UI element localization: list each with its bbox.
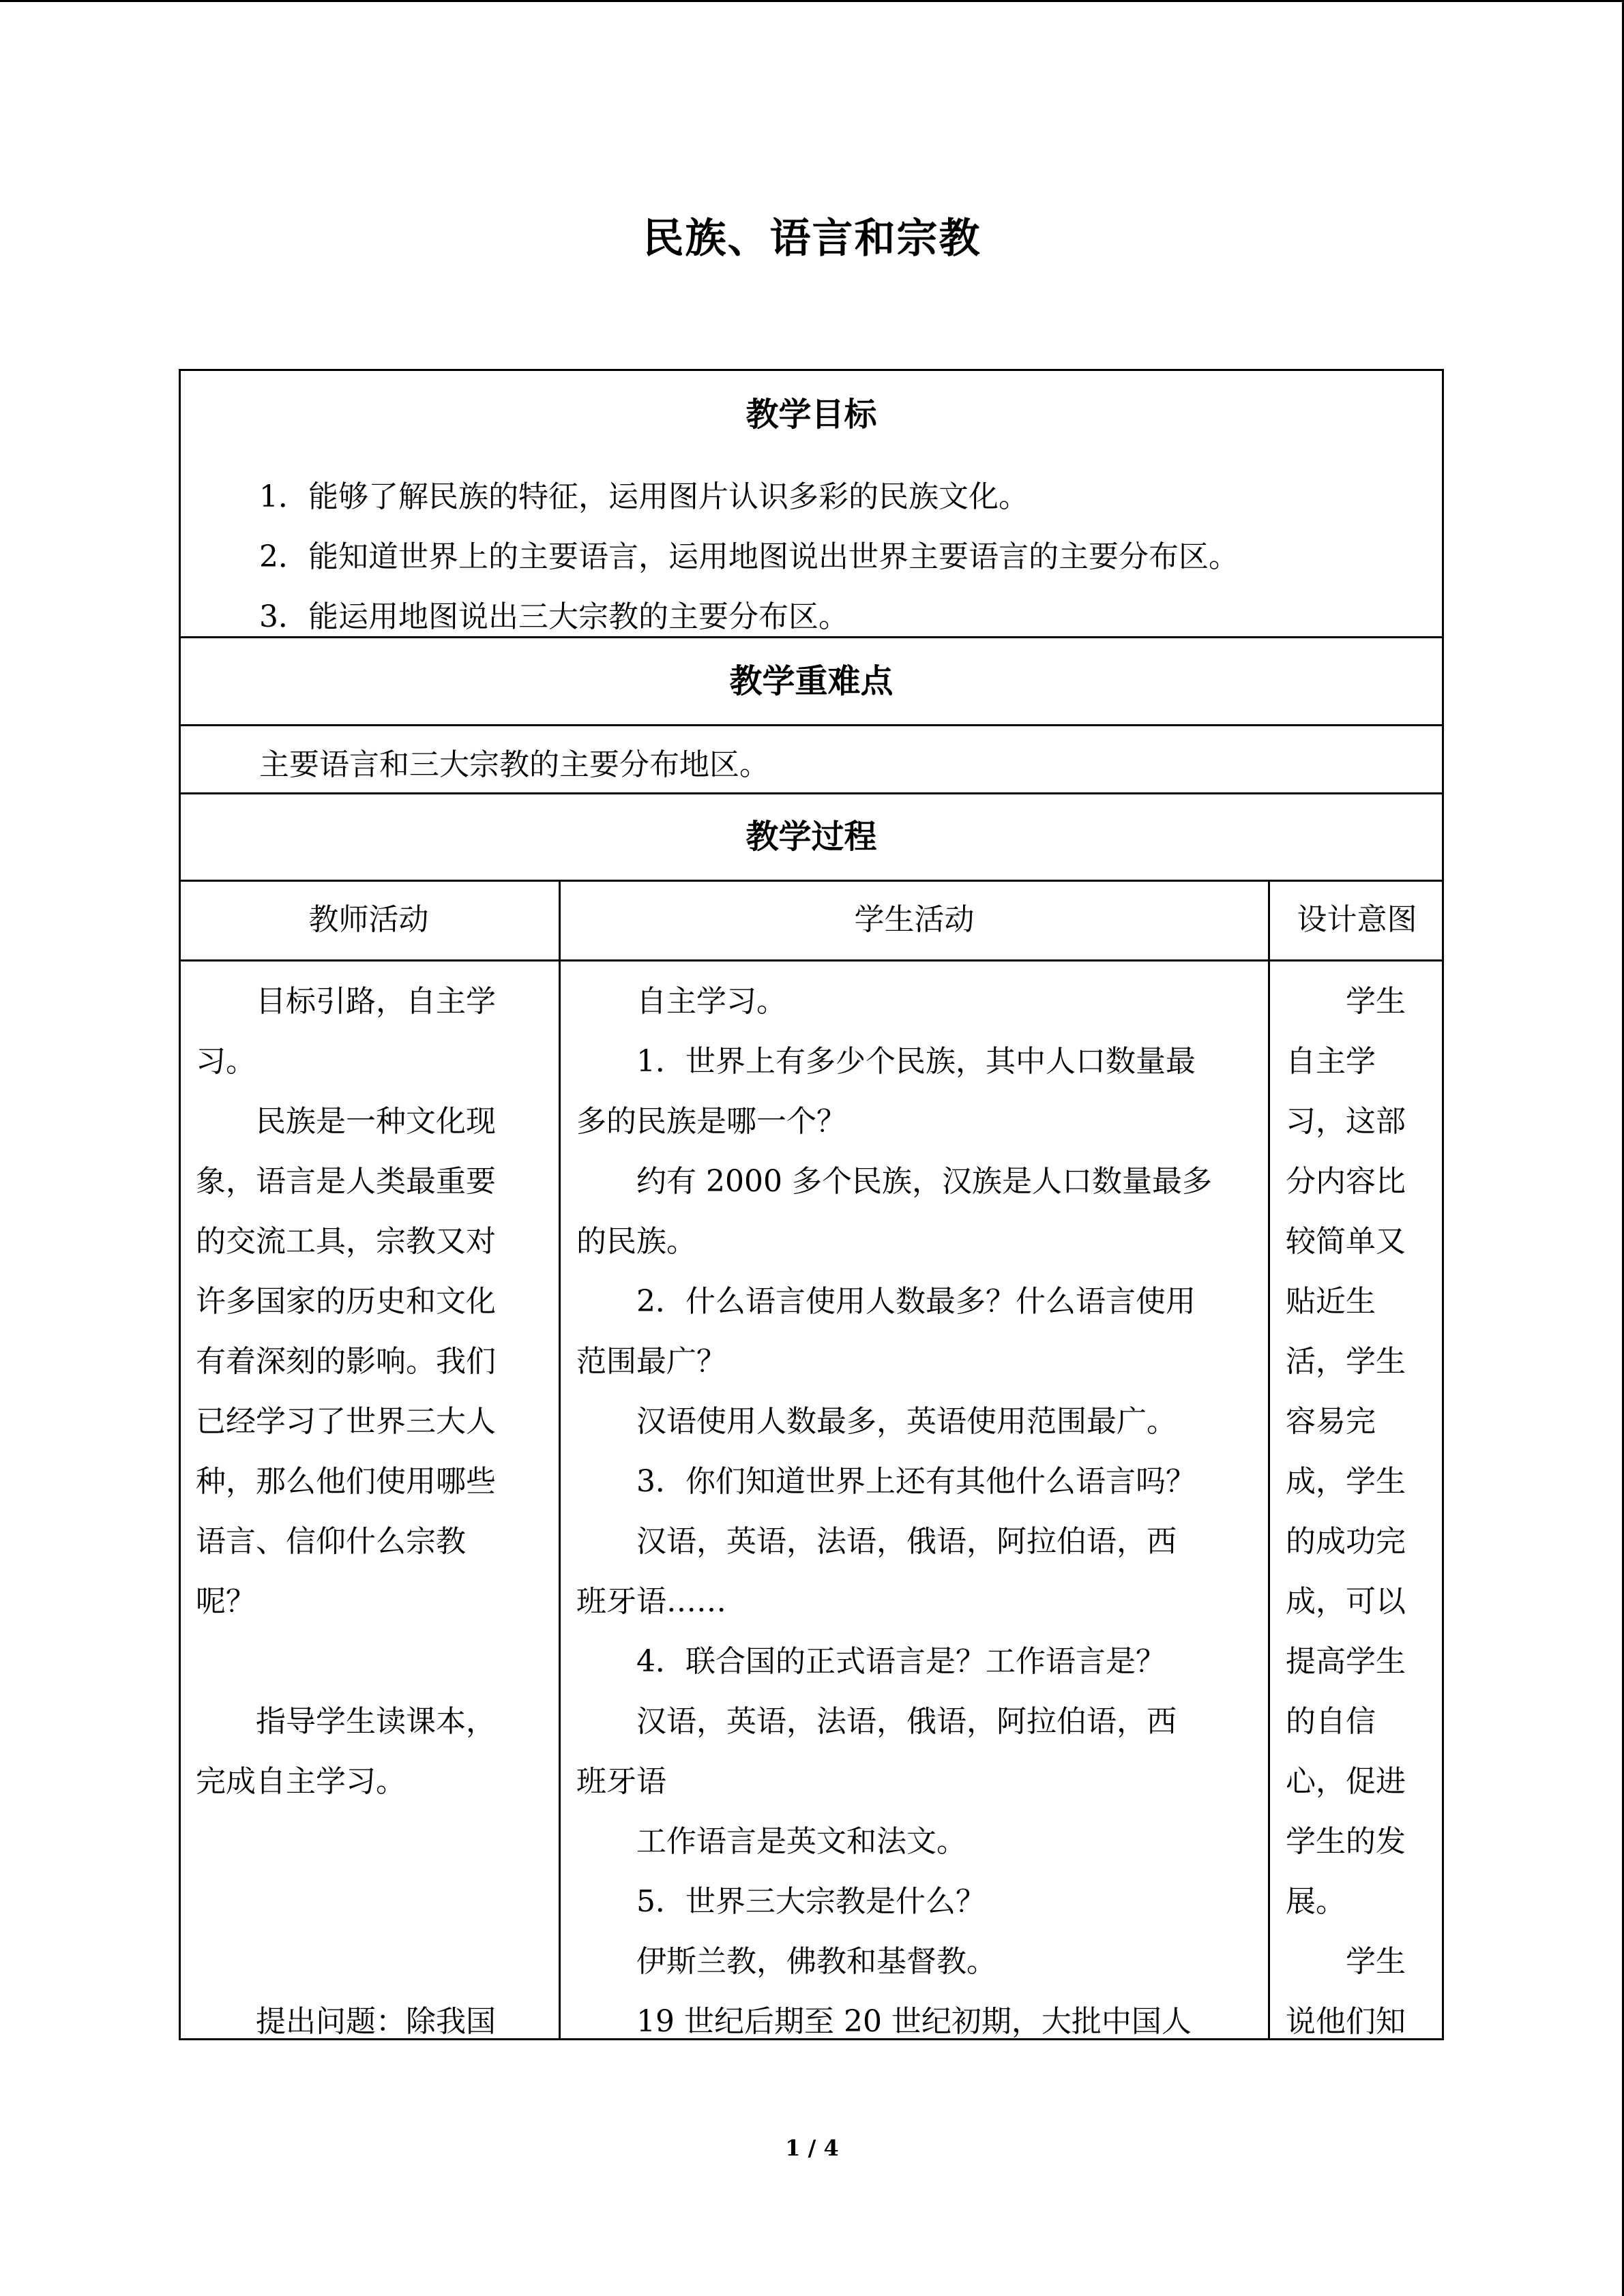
design-line: 活，学生 <box>1286 1344 1406 1379</box>
teacher-line: 有着深刻的影响。我们 <box>196 1344 496 1379</box>
student-line: 4．联合国的正式语言是？工作语言是？ <box>576 1644 1166 1679</box>
student-line: 1．世界上有多少个民族，其中人口数量最 <box>576 1044 1196 1079</box>
teacher-line: 种，那么他们使用哪些 <box>196 1464 496 1499</box>
teacher-line <box>196 1812 496 1872</box>
teacher-line: 完成自主学习。 <box>196 1764 406 1799</box>
design-line: 学生 <box>1286 984 1406 1019</box>
column-divider-1 <box>559 880 561 2040</box>
teacher-line: 指导学生读课本， <box>196 1704 496 1739</box>
student-line: 的民族。 <box>576 1224 696 1259</box>
student-line: 约有 2000 多个民族，汉族是人口数量最多 <box>576 1164 1212 1199</box>
design-line: 成，学生 <box>1286 1464 1406 1499</box>
teacher-line: 的交流工具，宗教又对 <box>196 1224 496 1259</box>
student-line: 伊斯兰教，佛教和基督教。 <box>576 1944 996 1979</box>
objectives-heading: 教学目标 <box>745 396 877 434</box>
teacher-line <box>196 1932 496 1992</box>
design-line: 提高学生 <box>1286 1644 1406 1679</box>
objective-item-1: 1．能够了解民族的特征，运用图片认识多彩的民族文化。 <box>259 479 1029 514</box>
teacher-line: 提出问题：除我国 <box>196 2004 496 2039</box>
student-line: 班牙语…… <box>576 1584 726 1619</box>
student-line: 汉语，英语，法语，俄语，阿拉伯语，西 <box>576 1704 1177 1739</box>
student-line: 2．什么语言使用人数最多？什么语言使用 <box>576 1284 1196 1319</box>
design-line: 心，促进 <box>1286 1764 1406 1799</box>
teacher-line: 许多国家的历史和文化 <box>196 1284 496 1319</box>
process-heading: 教学过程 <box>745 818 877 856</box>
student-line: 工作语言是英文和法文。 <box>576 1824 966 1859</box>
objective-item-2: 2．能知道世界上的主要语言，运用地图说出世界主要语言的主要分布区。 <box>259 539 1239 574</box>
design-line: 容易完 <box>1286 1404 1376 1439</box>
teacher-line: 习。 <box>196 1044 256 1079</box>
column-header-student: 学生活动 <box>854 902 975 937</box>
page-title: 民族、语言和宗教 <box>643 215 981 263</box>
teacher-line: 呢？ <box>196 1584 256 1619</box>
student-activity-cell <box>576 972 1212 2052</box>
design-line: 说他们知 <box>1286 2004 1406 2039</box>
design-line: 学生的发 <box>1286 1824 1406 1859</box>
design-line: 的自信 <box>1286 1704 1376 1739</box>
design-line: 自主学 <box>1286 1044 1376 1079</box>
column-divider-2 <box>1268 880 1270 2040</box>
design-line: 贴近生 <box>1286 1284 1376 1319</box>
design-line: 较简单又 <box>1286 1224 1406 1259</box>
student-line: 5．世界三大宗教是什么？ <box>576 1884 986 1919</box>
design-intent-cell <box>1286 972 1406 2052</box>
design-line: 的成功完 <box>1286 1524 1406 1559</box>
teacher-line: 已经学习了世界三大人 <box>196 1404 496 1439</box>
page-top-border <box>0 0 1624 2</box>
divider-keypoints-head-bottom <box>179 724 1444 726</box>
column-header-design: 设计意图 <box>1297 902 1417 937</box>
teacher-activity-cell <box>196 972 496 2052</box>
key-points-text: 主要语言和三大宗教的主要分布地区。 <box>259 747 769 782</box>
teacher-line: 目标引路，自主学 <box>196 984 496 1019</box>
objective-item-3: 3．能运用地图说出三大宗教的主要分布区。 <box>259 599 848 634</box>
teacher-line: 语言、信仰什么宗教 <box>196 1524 466 1559</box>
student-line: 自主学习。 <box>576 984 786 1019</box>
teacher-line: 民族是一种文化现 <box>196 1104 496 1139</box>
design-line: 展。 <box>1286 1884 1346 1919</box>
page-number: 1 / 4 <box>785 2135 839 2161</box>
student-line: 19 世纪后期至 20 世纪初期，大批中国人 <box>576 2004 1192 2039</box>
column-header-teacher: 教师活动 <box>308 902 429 937</box>
design-line: 分内容比 <box>1286 1164 1406 1199</box>
design-line: 习，这部 <box>1286 1104 1406 1139</box>
teacher-line <box>196 1632 496 1692</box>
student-line: 范围最广？ <box>576 1344 726 1379</box>
student-line: 汉语，英语，法语，俄语，阿拉伯语，西 <box>576 1524 1177 1559</box>
student-line: 汉语使用人数最多，英语使用范围最广。 <box>576 1404 1177 1439</box>
teacher-line <box>196 1872 496 1932</box>
student-line: 班牙语 <box>576 1764 666 1799</box>
student-line: 多的民族是哪一个？ <box>576 1104 846 1139</box>
design-line: 学生 <box>1286 1944 1406 1979</box>
student-line: 3．你们知道世界上还有其他什么语言吗？ <box>576 1464 1196 1499</box>
teacher-line: 象，语言是人类最重要 <box>196 1164 496 1199</box>
design-line: 成，可以 <box>1286 1584 1406 1619</box>
key-points-heading: 教学重难点 <box>729 662 894 700</box>
